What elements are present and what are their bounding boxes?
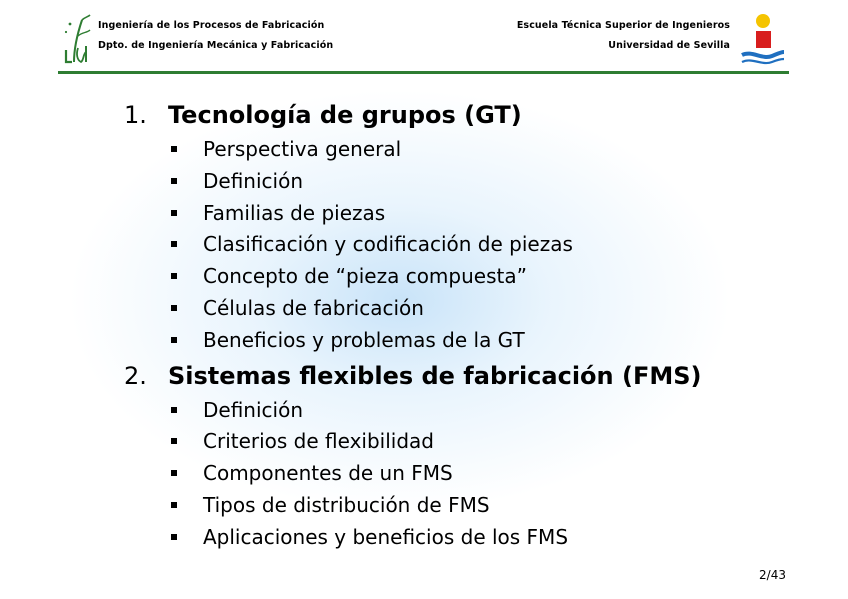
list-item-text: Clasificación y codificación de piezas — [203, 232, 573, 257]
list-item — [124, 166, 784, 198]
list-item-text: Tipos de distribución de FMS — [203, 492, 490, 517]
bullet-icon — [171, 146, 177, 152]
header-university: Universidad de Sevilla — [608, 40, 730, 51]
header-divider — [58, 71, 789, 74]
bullet-icon — [171, 210, 177, 216]
section-title-text: Tecnología de grupos (GT) — [168, 101, 522, 129]
section-title — [124, 96, 784, 134]
list-item-text: Aplicaciones y beneficios de los FMS — [203, 524, 569, 549]
list-item — [124, 395, 784, 427]
list-item-text: Definición — [203, 397, 303, 422]
list-item — [124, 293, 784, 325]
university-logo-icon — [740, 12, 786, 66]
list-item-text: Definición — [203, 168, 303, 193]
bullet-icon — [171, 305, 177, 311]
list-item-text: Criterios de flexibilidad — [203, 429, 434, 454]
bullet-icon — [171, 241, 177, 247]
bullet-icon — [171, 502, 177, 508]
section-title — [124, 357, 784, 395]
list-item — [124, 522, 784, 554]
bullet-icon — [171, 438, 177, 444]
list-item-text: Células de fabricación — [203, 295, 424, 320]
list-item — [124, 458, 784, 490]
bullet-icon — [171, 337, 177, 343]
list-item-text: Perspectiva general — [203, 137, 402, 161]
list-item — [124, 198, 784, 230]
bullet-icon — [171, 470, 177, 476]
list-item-text: Familias de piezas — [203, 200, 386, 225]
list-item-text: Concepto de “pieza compuesta” — [203, 264, 527, 289]
list-item — [124, 261, 784, 293]
list-item — [124, 229, 784, 261]
list-item-text: Beneficios y problemas de la GT — [203, 327, 525, 352]
outline — [124, 96, 784, 554]
bullet-icon — [171, 178, 177, 184]
bullet-icon — [171, 273, 177, 279]
page-number: 2/43 — [759, 568, 786, 582]
header — [0, 0, 848, 76]
section-number: 2. — [124, 361, 147, 390]
department-logo-icon — [60, 12, 94, 66]
header-course-title: Ingeniería de los Procesos de Fabricación — [98, 20, 325, 31]
list-item — [124, 490, 784, 522]
header-school: Escuela Técnica Superior de Ingenieros — [516, 20, 730, 31]
section-tecnologia-grupos — [124, 96, 784, 357]
list-item — [124, 426, 784, 458]
section-number: 1. — [124, 101, 147, 129]
list-item — [124, 134, 784, 166]
bullet-icon — [171, 534, 177, 540]
section-title-text: Sistemas flexibles de fabricación (FMS) — [168, 361, 702, 390]
header-department: Dpto. de Ingeniería Mecánica y Fabricación — [98, 40, 334, 51]
list-item-text: Componentes de un FMS — [203, 461, 453, 486]
list-item — [124, 325, 784, 357]
bullet-icon — [171, 407, 177, 413]
section-sistemas-flexibles — [124, 357, 784, 554]
